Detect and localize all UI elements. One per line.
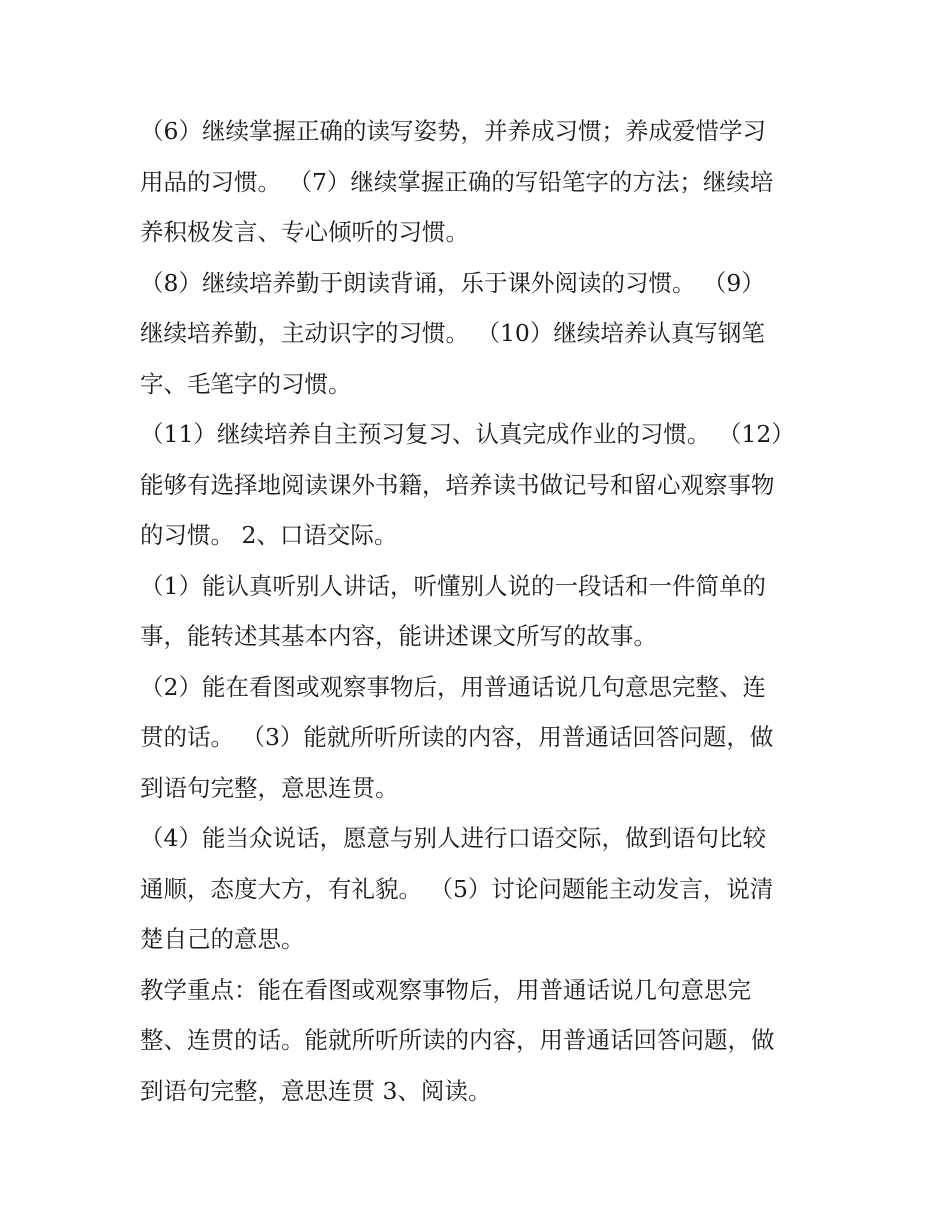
text-line: 教学重点：能在看图或观察事物后，用普通话说几句意思完 <box>140 975 751 1004</box>
text-line: 养积极发言、专心倾听的习惯。 <box>140 218 469 246</box>
text-line: 的习惯。 2、口语交际。 <box>140 521 398 549</box>
text-line: 整、连贯的话。能就所听所读的内容，用普通话回答问题，做 <box>140 1026 775 1054</box>
text-line: 到语句完整，意思连贯。 <box>140 773 399 802</box>
text-line: 贯的话。 （3）能就所听所读的内容，用普通话回答问题，做 <box>140 723 774 751</box>
text-line: 用品的习惯。 （7）继续掌握正确的写铅笔字的方法；继续培 <box>140 167 774 196</box>
document-body <box>140 106 820 1116</box>
text-line: （1）能认真听别人讲话，听懂别人说的一段话和一件简单的 <box>140 571 766 600</box>
text-line: 能够有选择地阅读课外书籍，培养读书做记号和留心观察事物 <box>140 470 775 499</box>
text-line: （4）能当众说话，愿意与别人进行口语交际，做到语句比较 <box>140 824 766 852</box>
text-line: 继续培养勤，主动识字的习惯。 （10）继续培养认真写钢笔 <box>140 319 765 347</box>
text-line: 到语句完整，意思连贯 3、阅读。 <box>140 1076 492 1105</box>
text-line: （2）能在看图或观察事物后，用普通话说几句意思完整、连 <box>140 672 766 701</box>
text-line: （8）继续培养勤于朗读背诵，乐于课外阅读的习惯。 （9） <box>140 268 765 297</box>
text-line: 事，能转述其基本内容，能讲述课文所写的故事。 <box>140 622 657 650</box>
text-line: 楚自己的意思。 <box>140 925 305 953</box>
text-line: 字、毛笔字的习惯。 <box>140 369 352 398</box>
text-line: （11）继续培养自主预习复习、认真完成作业的习惯。 （12） <box>140 420 795 448</box>
text-line: 通顺，态度大方，有礼貌。 （5）讨论问题能主动发言，说清 <box>140 874 774 903</box>
text-line: （6）继续掌握正确的读写姿势，并养成习惯；养成爱惜学习 <box>140 117 766 145</box>
